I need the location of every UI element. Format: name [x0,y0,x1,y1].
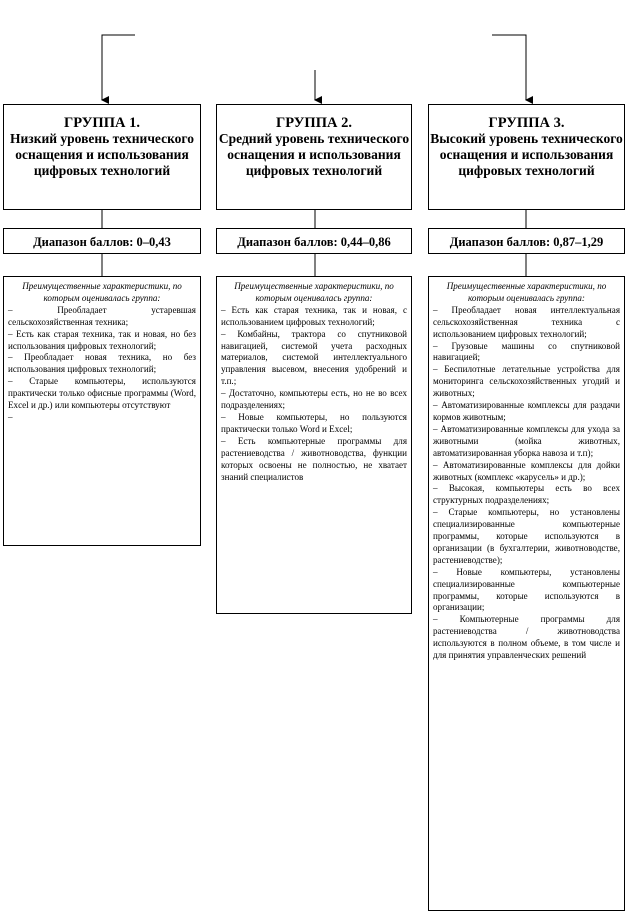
group-1-caption: Преимущественные характеристики, по которым оценивалась группа: [22,281,182,303]
group-2-title: ГРУППА 2. [276,115,352,131]
group-3-description [428,276,625,911]
list-item: – Компьютерные программы для растениеводства / животноводства используются в полном объеме, в том числе и для принятия управленческих решений [433,614,620,661]
group-1-range: Диапазон баллов: 0–0,43 [3,228,201,254]
group-2-header [216,104,412,210]
group-1-subtitle: Низкий уровень технического оснащения и использования цифровых технологий [10,131,194,178]
arrow-group-3 [492,35,526,100]
group-2-subtitle: Средний уровень технического оснащения и использования цифровых технологий [218,131,410,178]
list-item: – Есть как старая техника, так и новая, с использованием цифровых технологий; [221,304,407,327]
group-3-title: ГРУППА 3. [488,115,565,131]
group-3-header [428,104,625,210]
list-item: – Преобладает новая техника, но без использования цифровых технологий; [8,352,196,375]
group-2-caption: Преимущественные характеристики, по которым оценивалась группа: [234,281,394,303]
list-item: – Автоматизированные комплексы для дойки животных (комплекс «карусель» и др.); [433,459,620,482]
group-1-title: ГРУППА 1. [64,115,140,131]
list-item: – Достаточно, компьютеры есть, но не во всех подразделениях; [221,388,407,411]
list-item: – Комбайны, трактора со спутниковой навигацией, системой учета расходных материалов, системой интеллектуального управления высевом, внесения удобрений и т.п.; [221,328,407,387]
group-3-range: Диапазон баллов: 0,87–1,29 [428,228,625,254]
list-item: – Автоматизированные комплексы для раздачи кормов животным; [433,400,620,422]
list-item: – Автоматизированные комплексы для ухода за животными (мойка животных, автоматизированная уборка навоза и т.п); [433,423,620,458]
list-item: – Новые компьютеры, установлены специализированные компьютерные программы, которые используются в организации; [433,566,620,613]
list-item: – Высокая, компьютеры есть во всех структурных подразделениях; [433,483,620,506]
group-1-description [3,276,201,546]
list-item: – Грузовые машины со спутниковой навигацией; [433,340,620,363]
list-item: – Преобладает устаревшая сельскохозяйственная техника; [8,304,196,327]
group-2-items [221,305,407,484]
group-1-items [8,305,196,424]
group-3-subtitle: Высокий уровень технического оснащения и использования цифровых технологий [430,131,623,178]
list-item: – Старые компьютеры, используются практически только офисные программы (Word, Excel и др.) или компьютеры отсутствуют [8,376,196,411]
arrow-group-1 [102,35,135,100]
group-3-items [433,305,620,662]
list-item: – Старые компьютеры, но установлены специализированные компьютерные программы, которые используются в организации (в бухгалтерии, животноводстве, растениеводстве); [433,507,620,565]
list-item: – Беспилотные летательные устройства для мониторинга сельскохозяйственных угодий и животных; [433,364,620,399]
list-item: – Преобладает новая интеллектуальная сельскохозяйственная техника с использованием цифровых технологий; [433,304,620,339]
list-item: – Есть компьютерные программы для растениеводства / животноводства, функции которых освоены не полностью, не хватает знаний специалистов [221,435,407,482]
group-2-range: Диапазон баллов: 0,44–0,86 [216,228,412,254]
group-1-header [3,104,201,210]
group-3-caption: Преимущественные характеристики, по которым оценивалась группа: [446,281,607,303]
group-2-description [216,276,412,614]
list-item: – Есть как старая техника, так и новая, но без использования цифровых технологий; [8,328,196,351]
list-item: – Новые компьютеры, но пользуются практически только Word и Excel; [221,411,407,434]
list-item: – [8,411,13,422]
